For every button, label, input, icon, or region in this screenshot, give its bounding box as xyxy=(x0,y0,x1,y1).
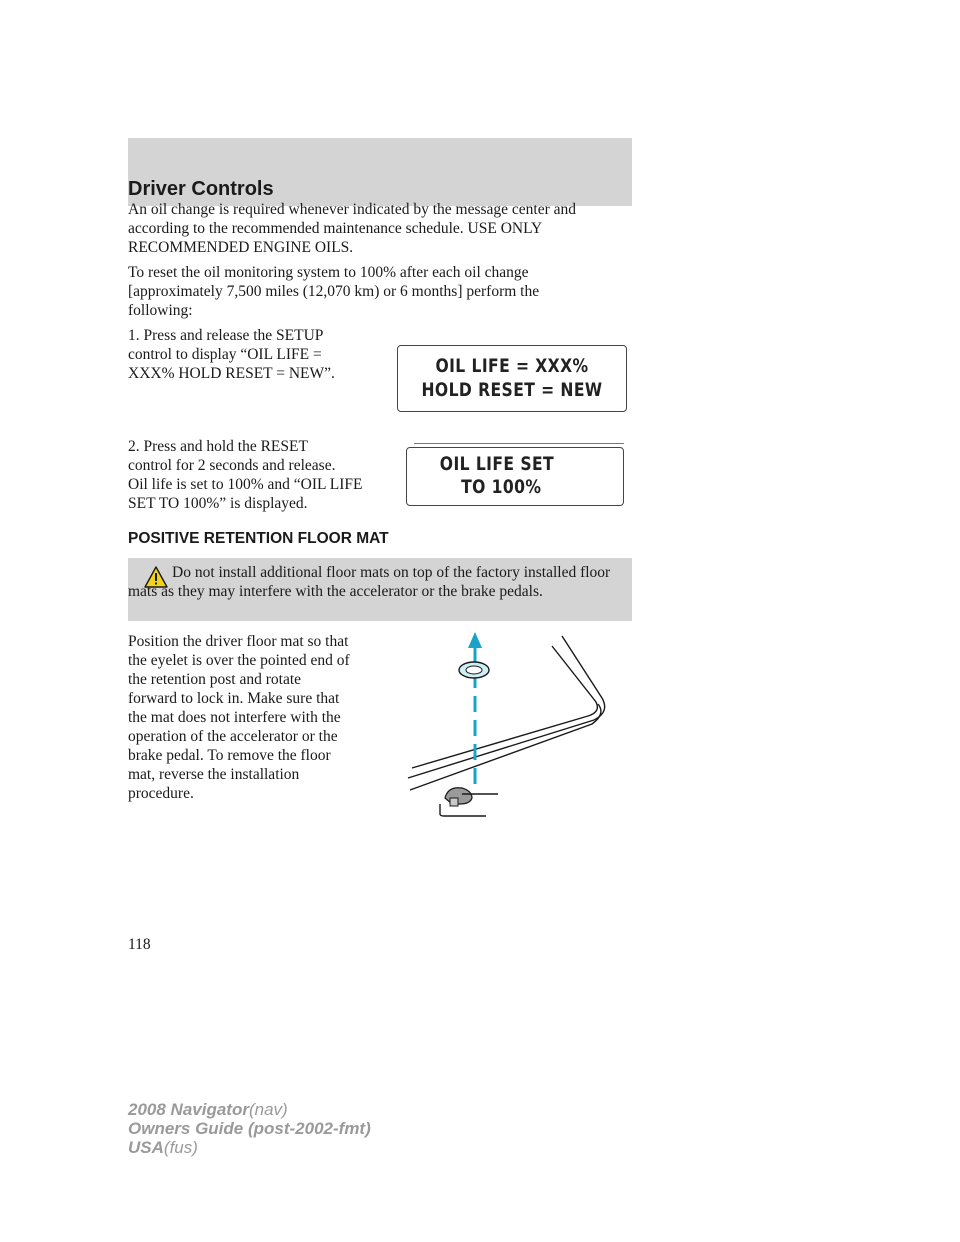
warning-box xyxy=(128,558,632,621)
step-1-text: 1. Press and release the SETUP control to display “OIL LIFE = XXX% HOLD RESET = NEW”. xyxy=(128,327,335,382)
floor-mat-heading: POSITIVE RETENTION FLOOR MAT xyxy=(128,530,389,547)
footer-line-1: 2008 Navigator(nav) xyxy=(128,1100,288,1119)
display-line: OIL LIFE = XXX% xyxy=(435,355,589,377)
floor-mat-instructions: Position the driver floor mat so that the eyelet is over the pointed end of the retention post and rotate forward to lock in. Make sure that the mat does not interfere with the operation of the accelerator or the brake pedal. To remove the floor mat, reverse the installation procedure. xyxy=(128,633,350,802)
display-line: OIL LIFE SET xyxy=(439,453,555,475)
display-line: TO 100% xyxy=(461,476,542,498)
floor-mat-edge-lines xyxy=(408,636,605,790)
page-number: 118 xyxy=(128,936,151,953)
section-title: Driver Controls xyxy=(128,178,274,200)
footer-line-2: Owners Guide (post-2002-fmt) xyxy=(128,1119,371,1138)
oil-life-set-display xyxy=(406,447,624,506)
display-frame-line xyxy=(414,443,624,444)
eyelet-icon xyxy=(459,662,489,678)
intro-paragraph-1: An oil change is required whenever indicated by the message center and according to the recommended maintenance schedule. USE ONLY RECOMMENDED ENGINE OILS. xyxy=(128,201,577,256)
display-line: HOLD RESET = NEW xyxy=(421,379,603,401)
document-footer xyxy=(128,1100,371,1157)
step-2-text: 2. Press and hold the RESET control for 2 seconds and release. Oil life is set to 100% and “OIL LIFE SET TO 100%” is displayed. xyxy=(128,438,363,512)
warning-text: Do not install additional floor mats on top of the factory installed floor mats as they may interfere with the accelerator or the brake pedals. xyxy=(128,564,611,600)
footer-line-3: USA(fus) xyxy=(128,1138,198,1157)
floor-mat-illustration xyxy=(400,628,625,823)
intro-paragraph-2: To reset the oil monitoring system to 100% after each oil change [approximately 7,500 miles (12,070 km) or 6 months] perform the following: xyxy=(128,264,540,319)
oil-life-display xyxy=(397,345,627,412)
retention-post-icon xyxy=(440,788,498,816)
